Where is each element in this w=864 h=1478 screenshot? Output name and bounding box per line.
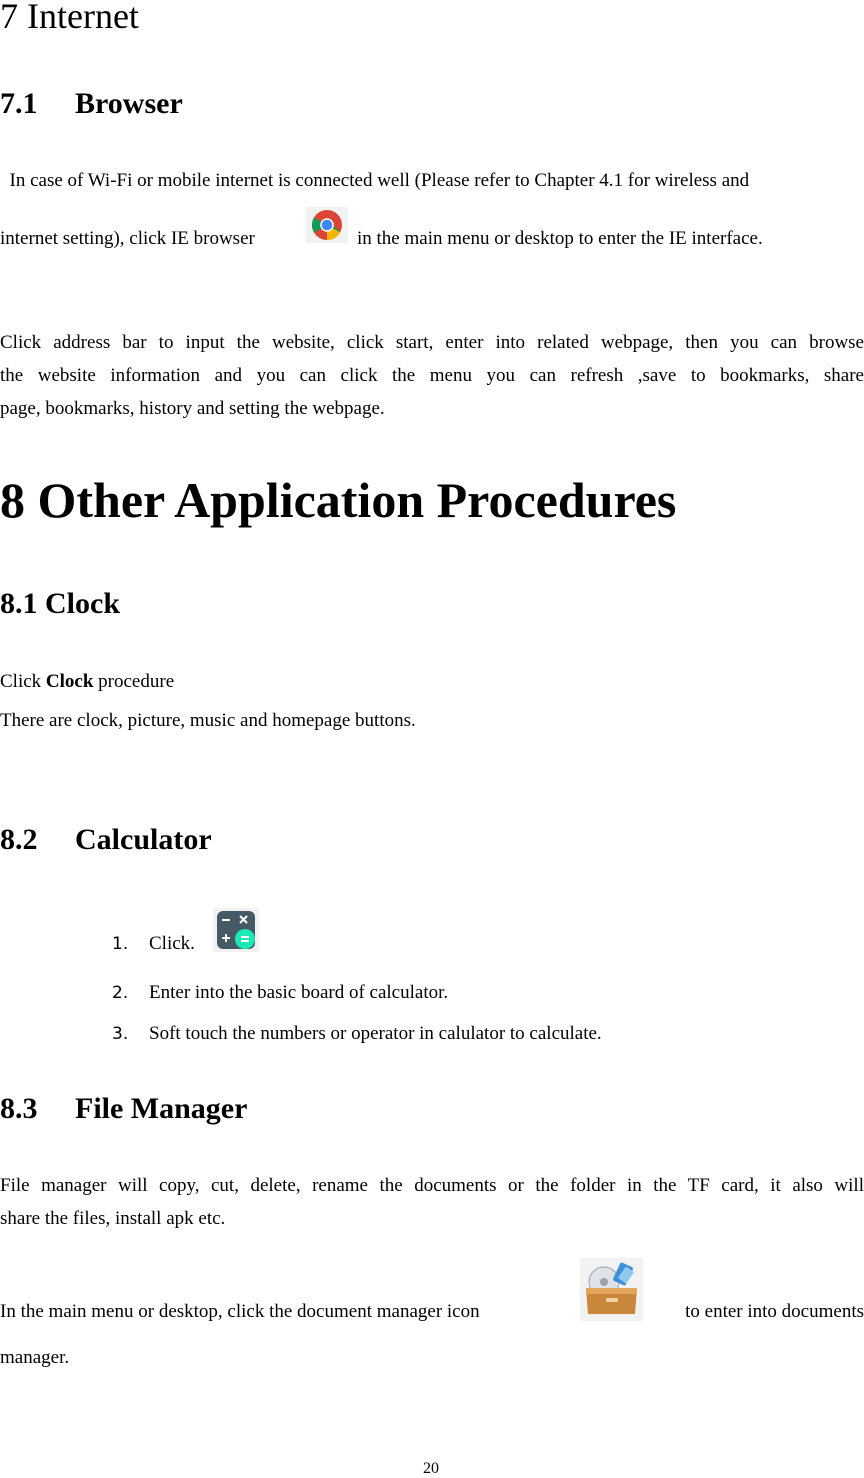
- calculator-icon: [213, 908, 259, 952]
- chrome-icon: [306, 207, 348, 243]
- section-7-1-heading: [0, 89, 183, 119]
- file-manager-paragraph-line: share the files, install apk etc.: [0, 1208, 226, 1229]
- file-manager-paragraph-line: File manager will copy, cut, delete, rename the documents or the folder in the TF card, it also will: [0, 1175, 864, 1196]
- file-manager-paragraph-line: to enter into documents: [685, 1301, 864, 1322]
- browser-paragraph-line: In case of Wi-Fi or mobile internet is connected well (Please refer to Chapter 4.1 for wireless and: [0, 170, 750, 191]
- section-number: 8.2: [0, 823, 38, 856]
- clock-bold-label: Clock: [45, 671, 94, 692]
- step-number: 3.: [112, 1024, 129, 1044]
- section-title: File Manager: [75, 1092, 248, 1125]
- section-number: 8.3: [0, 1092, 38, 1125]
- step-text: Click.: [149, 933, 195, 954]
- browser-paragraph-line: in the main menu or desktop to enter the IE interface.: [357, 228, 763, 249]
- browser-paragraph-line: page, bookmarks, history and setting the webpage.: [0, 398, 385, 419]
- section-8-1-heading: 8.1 Clock: [0, 587, 120, 620]
- browser-paragraph-line: internet setting), click IE browser: [0, 228, 255, 249]
- step-text: Enter into the basic board of calculator.: [149, 982, 449, 1003]
- step-text: Soft touch the numbers or operator in calulator to calculate.: [149, 1023, 602, 1044]
- browser-paragraph-line: Click address bar to input the website, click start, enter into related webpage, then you can browse: [0, 332, 864, 353]
- section-number: 7.1: [0, 87, 38, 120]
- chapter-7-title: 7 Internet: [0, 0, 139, 36]
- clock-line: [0, 672, 174, 691]
- browser-paragraph-line: the website information and you can click the menu you can refresh ,save to bookmarks, share: [0, 365, 864, 386]
- clock-line-suffix: procedure: [93, 671, 175, 692]
- chapter-8-title: 8 Other Application Procedures: [0, 472, 677, 528]
- section-8-2-heading: [0, 825, 212, 855]
- page-number: 20: [423, 1460, 439, 1477]
- file-manager-icon: [580, 1258, 643, 1321]
- step-number: 1.: [112, 934, 129, 954]
- section-8-3-heading: [0, 1094, 247, 1124]
- file-manager-paragraph-line: manager.: [0, 1347, 70, 1368]
- file-manager-paragraph-line: In the main menu or desktop, click the document manager icon: [0, 1301, 480, 1322]
- section-title: Browser: [75, 87, 183, 120]
- clock-line-prefix: Click: [0, 671, 46, 692]
- clock-description: There are clock, picture, music and homepage buttons.: [0, 710, 416, 731]
- step-number: 2.: [112, 983, 129, 1003]
- section-title: Calculator: [75, 823, 212, 856]
